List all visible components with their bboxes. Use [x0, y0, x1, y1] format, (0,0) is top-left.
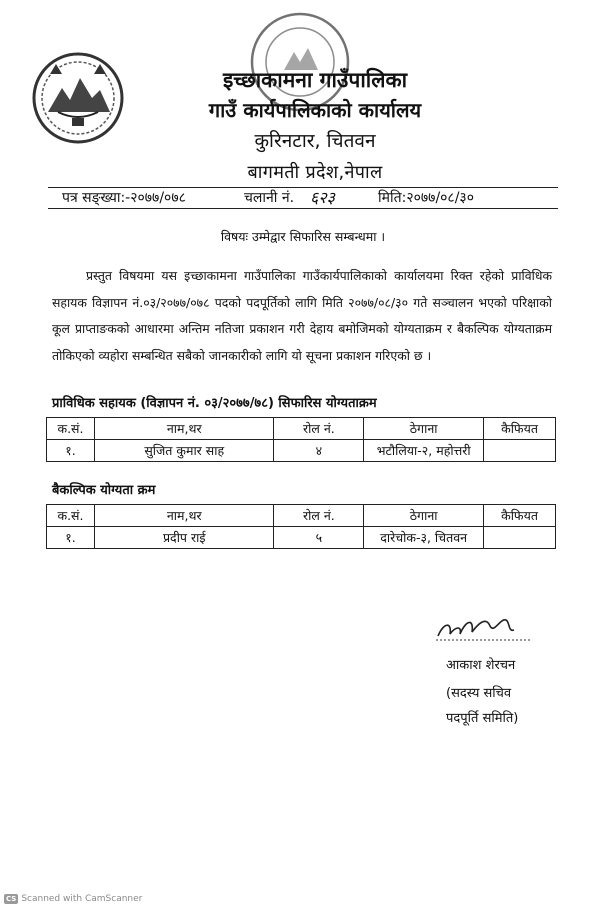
scanner-text: Scanned with CamScanner — [21, 894, 143, 904]
col-header-roll: रोल नं. — [274, 418, 364, 440]
letter-date: मिति:२०७७/०८/३० — [378, 190, 474, 206]
table-header-row — [47, 418, 556, 440]
section-title-recommended: प्राविधिक सहायक (विज्ञापन नं. ०३/२०७७/७८) सिफारिस योग्यताक्रम — [52, 396, 377, 411]
signatory-committee: पदपूर्ति समिति) — [446, 711, 519, 726]
office-address: कुरिनटार, चितवन — [254, 130, 376, 152]
dispatch-number-value: ६२३ — [310, 188, 335, 207]
handwritten-signature — [430, 608, 540, 648]
office-name: गाउँ कार्यपालिकाको कार्यालय — [208, 98, 422, 122]
section-title-alternate: बैकल्पिक योग्यता क्रम — [52, 483, 156, 498]
cell-remarks — [484, 527, 556, 549]
cell-name: सुजित कुमार साह — [94, 440, 274, 462]
body-paragraph: प्रस्तुत विषयमा यस इच्छाकामना गाउँपालिका गाउँकार्यपालिकाको कार्यालयमा रिक्त रहेको प्राविधिक सहायक विज्ञापन नं.०३/२०७७/०७८ पदको पदपूर्तिको लागि मिति २०७७/०८/३० गते सञ्चालन भएको परिक्षाको कूल प्राप्ताङकको आधारमा अन्तिम नतिजा प्रकाशन गरी देहाय बमोजिमको योग्यताक्रम र बैकल्पिक योग्यताक्रम तोकिएको व्यहोरा सम्बन्धित सबैको जानकारीको लागि यो सूचना प्रकाशन गरिएको छ । — [52, 268, 552, 363]
col-header-roll: रोल नं. — [274, 505, 364, 527]
col-header-name: नाम,थर — [94, 505, 274, 527]
cell-sn: १. — [47, 527, 95, 549]
signatory-role: (सदस्य सचिव — [446, 686, 512, 701]
table-row — [47, 527, 556, 549]
col-header-name: नाम,थर — [94, 418, 274, 440]
alternate-table — [46, 504, 556, 549]
col-header-address: ठेगाना — [364, 418, 484, 440]
table-row — [47, 440, 556, 462]
letter-number: पत्र सङ्ख्या:-२०७७/०७८ — [62, 190, 186, 206]
dispatch-number-label: चलानी नं. — [244, 190, 295, 206]
cell-sn: १. — [47, 440, 95, 462]
col-header-address: ठेगाना — [364, 505, 484, 527]
nepal-emblem-icon — [28, 48, 128, 148]
office-province: बागमती प्रदेश,नेपाल — [247, 162, 383, 183]
camscanner-logo-icon: CS — [6, 895, 17, 903]
cell-address: दारेचोक-३, चितवन — [364, 527, 484, 549]
table-header-row — [47, 505, 556, 527]
col-header-remarks: कैफियत — [484, 505, 556, 527]
cell-remarks — [484, 440, 556, 462]
signatory-name: आकाश शेरचन — [446, 658, 516, 673]
cell-name: प्रदीप राई — [94, 527, 274, 549]
col-header-remarks: कैफियत — [484, 418, 556, 440]
scanner-watermark — [4, 894, 142, 904]
cell-address: भटौलिया-२, महोत्तरी — [364, 440, 484, 462]
cell-roll: ४ — [274, 440, 364, 462]
cell-roll: ५ — [274, 527, 364, 549]
col-header-sn: क.सं. — [47, 418, 95, 440]
reference-bar — [48, 187, 558, 209]
subject-line: विषयः उम्मेद्वार सिफारिस सम्बन्धमा । — [220, 229, 386, 244]
org-name: इच्छाकामना गाउँपालिका — [222, 68, 408, 92]
col-header-sn: क.सं. — [47, 505, 95, 527]
recommendation-table — [46, 417, 556, 462]
